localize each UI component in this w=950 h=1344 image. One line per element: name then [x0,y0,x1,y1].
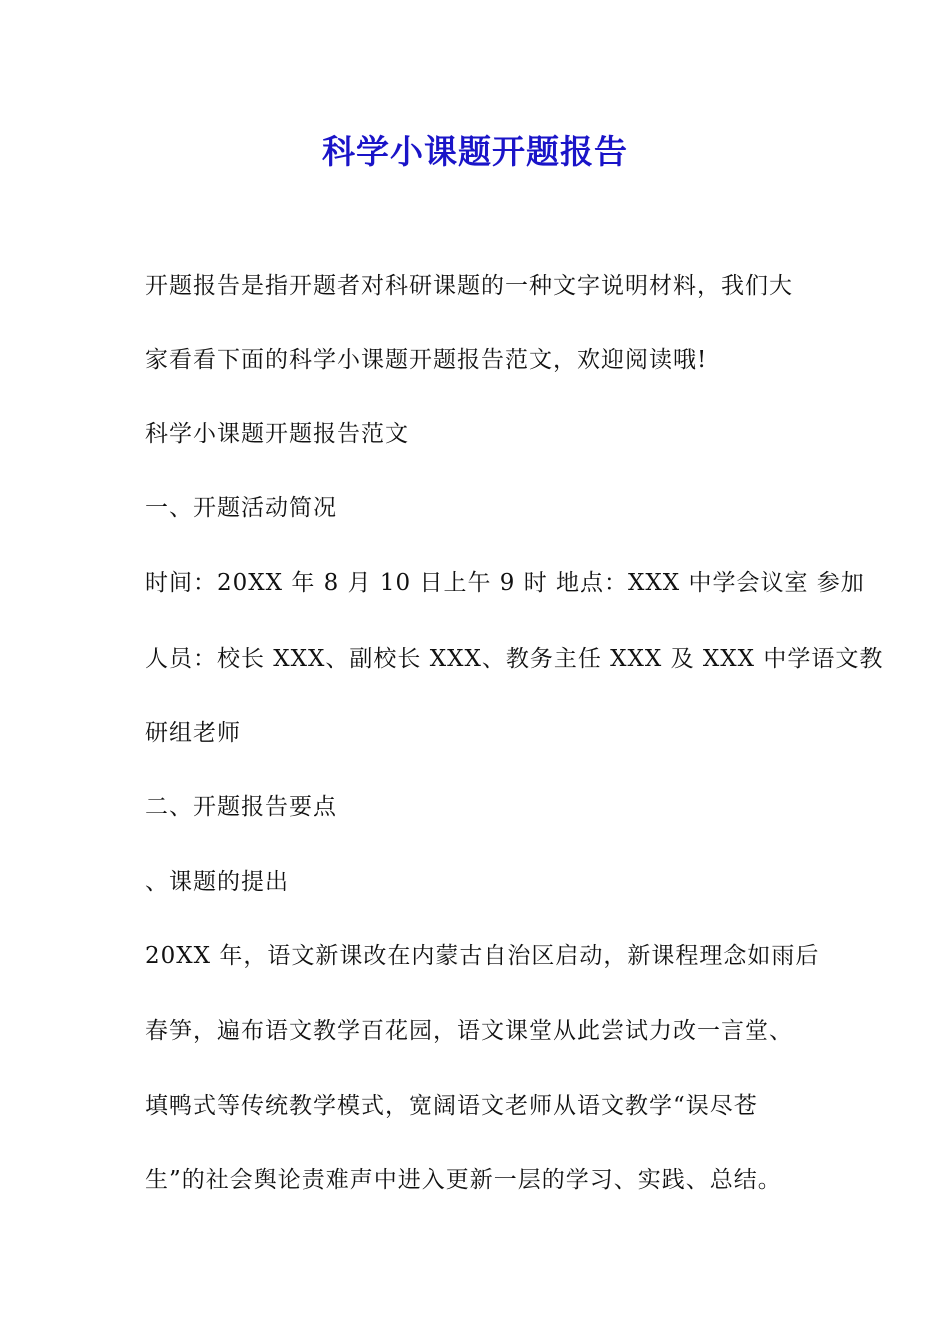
paragraph-line-4: 生”的社会舆论责难声中进入更新一层的学习、实践、总结。 [145,1167,782,1193]
document-title: 科学小课题开题报告 [322,132,628,171]
participants-line-cont: 研组老师 [145,720,241,746]
paragraph-line-3: 填鸭式等传统教学模式，宽阔语文老师从语文教学“误尽苍 [145,1093,758,1119]
paragraph-line-2: 春笋，遍布语文教学百花园，语文课堂从此尝试力改一言堂、 [145,1018,793,1044]
participants-line: 人员：校长 XXX、副校长 XXX、教务主任 XXX 及 XXX 中学语文教 [145,646,884,672]
activity-time-line: 时间：20XX 年 8 月 10 日上午 9 时 地点：XXX 中学会议室 参加 [145,570,865,596]
intro-line-1: 开题报告是指开题者对科研课题的一种文字说明材料，我们大 [145,273,793,299]
section-1-heading: 一、开题活动简况 [145,495,337,521]
subtitle-line: 科学小课题开题报告范文 [145,421,409,447]
section-2-heading: 二、开题报告要点 [145,794,337,820]
subsection-heading: 、课题的提出 [145,869,289,895]
intro-line-2: 家看看下面的科学小课题开题报告范文，欢迎阅读哦! [145,347,708,373]
paragraph-line-1: 20XX 年，语文新课改在内蒙古自治区启动，新课程理念如雨后 [145,943,820,969]
